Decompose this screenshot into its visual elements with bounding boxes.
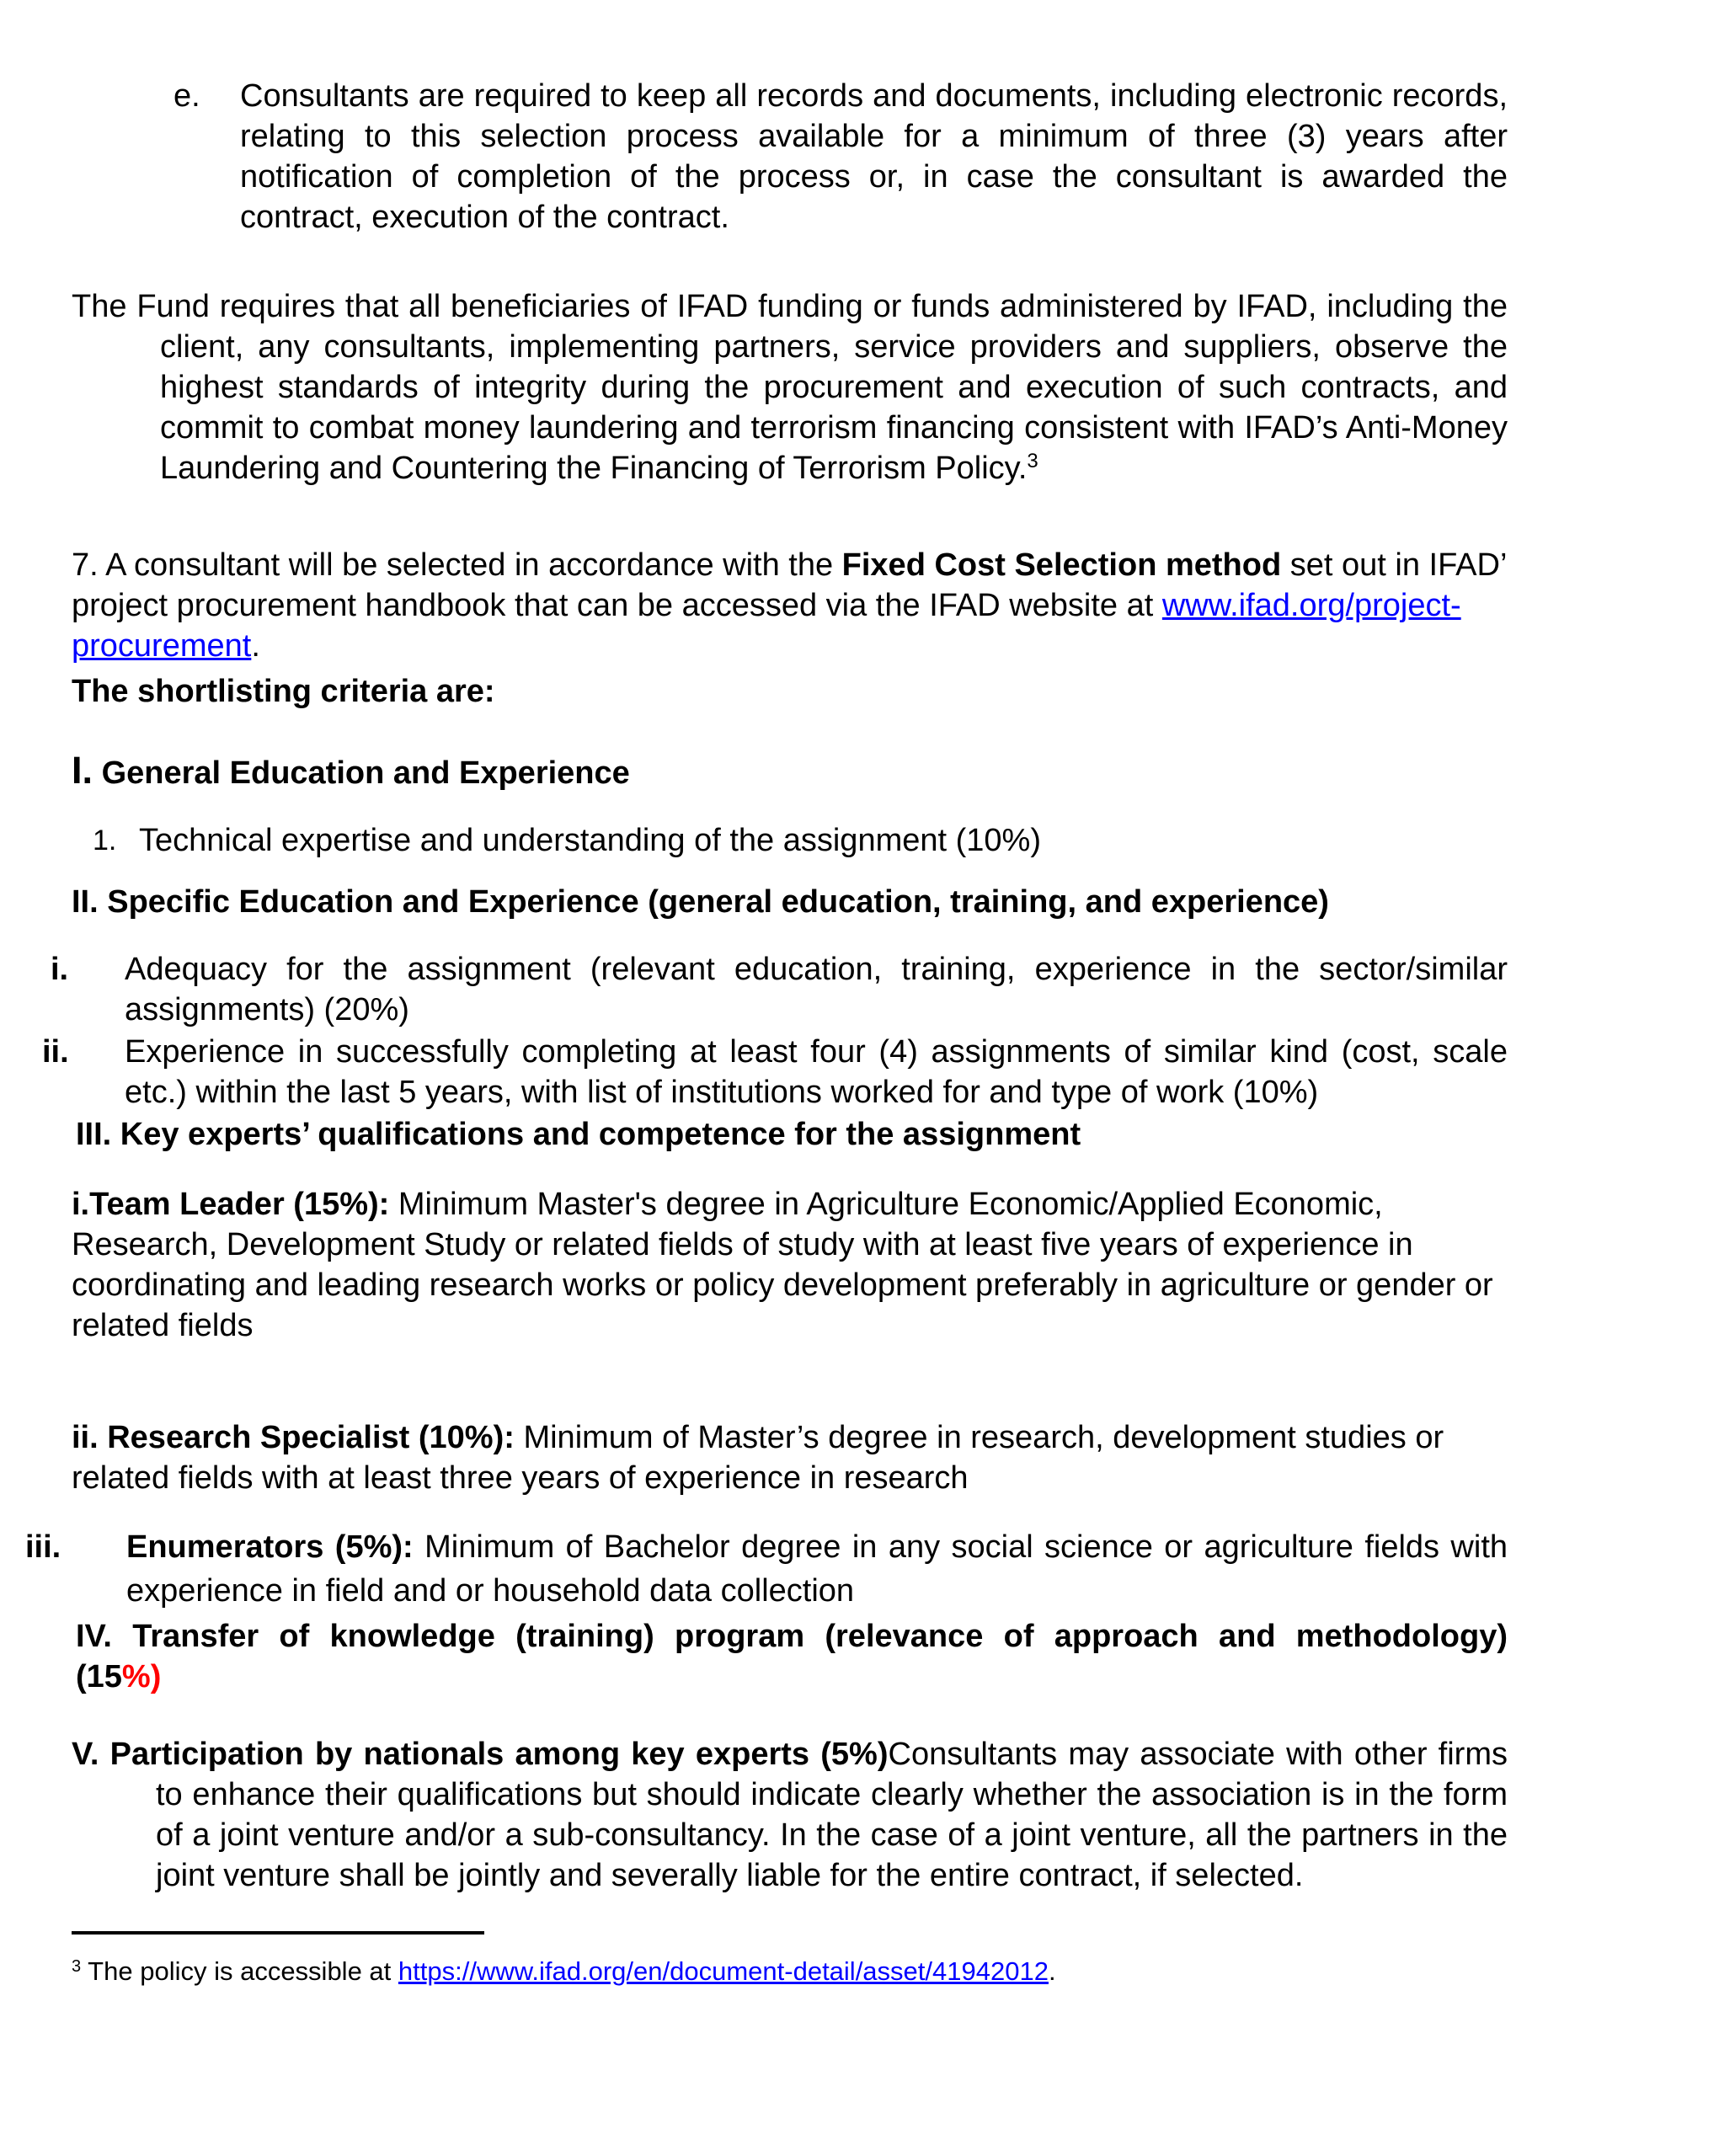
research-specialist-text: Minimum of Master’s degree in research, development studies or related fields with at least three years of experience in research	[72, 1420, 1444, 1496]
list-item-i-text: Adequacy for the assignment (relevant education, training, experience in the sector/similar assignments) (20%)	[125, 952, 1508, 1027]
footnote-ref-marker: 3	[1027, 449, 1038, 472]
paragraph-participation	[72, 1734, 1508, 1896]
shortlisting-heading: The shortlisting criteria are:	[72, 674, 495, 709]
footnote	[72, 1955, 1508, 1992]
footnote-suffix: .	[1048, 1956, 1056, 1986]
paragraph-7	[72, 545, 1508, 666]
enumerators-label: Enumerators (5%):	[126, 1529, 414, 1565]
list-item-ii-text: Experience in successfully completing at least four (4) assignments of similar kind (cost, scale etc.) within the last 5 years, with list of institutions worked for and type of work (10%)	[125, 1034, 1508, 1110]
paragraph-7-prefix: 7. A consultant will be selected in accordance with the	[72, 547, 842, 583]
research-specialist-label: ii. Research Specialist (10%):	[72, 1420, 515, 1455]
list-item-1	[93, 820, 1508, 861]
paragraph-research-specialist	[72, 1417, 1508, 1498]
paragraph-fund	[72, 286, 1508, 493]
section-heading-3: III. Key experts’ qualifications and competence for the assignment	[76, 1117, 1081, 1152]
list-marker-iii: iii.	[25, 1529, 61, 1565]
participation-label: V. Participation by nationals among key experts (5%)	[72, 1737, 889, 1772]
list-marker-e: e.	[174, 78, 200, 114]
enumerators-text: Minimum of Bachelor degree in any social science or agriculture fields with experience in field and or household data collection	[126, 1529, 1508, 1609]
section-heading-1	[72, 749, 1508, 795]
list-marker-1: 1.	[93, 825, 117, 857]
section-heading-2: II. Specific Education and Experience (general education, training, and experience)	[72, 884, 1329, 920]
section-1-numeral: I.	[72, 749, 93, 792]
policy-link[interactable]: https://www.ifad.org/en/document-detail/asset/41942012	[398, 1956, 1049, 1986]
list-item-iii-text	[126, 1525, 1508, 1613]
paragraph-fund-text: The Fund requires that all beneficiaries of IFAD funding or funds administered by IFAD, including the client, any consultants, implementing partners, service providers and suppliers, observe the highest standards of integrity during the procurement and execution of such contracts, and commit to combat money laundering and terrorism financing consistent with IFAD’s Anti-Money Laundering and Countering the Financing of Terrorism Policy.	[72, 289, 1508, 486]
paragraph-7-suffix: .	[251, 628, 260, 664]
footnote-number: 3	[72, 1957, 82, 1976]
section-4-weight-black: (15	[76, 1659, 122, 1694]
participation-text: Consultants may associate with other firms to enhance their qualifications but should indicate clearly whether the association is in the form of a joint venture and/or a sub-consultancy. In the case of a joint venture, all the partners in the joint venture shall be jointly and severally liable for the entire contract, if selected.	[156, 1737, 1508, 1893]
list-item-e	[174, 76, 1508, 237]
team-leader-label: i.Team Leader (15%):	[72, 1187, 390, 1222]
section-heading-4	[76, 1616, 1508, 1697]
procurement-link[interactable]: www.ifad.org/project-procurement	[72, 588, 1461, 664]
section-4-weight-red: %)	[121, 1659, 162, 1694]
section-1-title: General Education and Experience	[93, 755, 630, 791]
footnote-separator	[72, 1931, 484, 1935]
list-item-i	[51, 949, 1508, 1030]
list-item-1-text: Technical expertise and understanding of the assignment (10%)	[139, 823, 1041, 858]
list-item-iii	[25, 1525, 1508, 1613]
list-item-ii	[42, 1032, 1508, 1113]
fixed-cost-selection-bold: Fixed Cost Selection method	[841, 547, 1282, 583]
footnote-text: The policy is accessible at	[81, 1956, 398, 1986]
list-marker-i: i.	[51, 952, 69, 987]
list-marker-ii: ii.	[42, 1034, 69, 1070]
list-item-e-text: Consultants are required to keep all records and documents, including electronic records, relating to this selection process available for a minimum of three (3) years after notification of completion of the process or, in case the consultant is awarded the contract, execution of the contract.	[240, 78, 1508, 235]
paragraph-team-leader	[72, 1184, 1508, 1346]
paragraph-7-middle: set out in IFAD’ project procurement handbook that can be accessed via the IFAD website at	[72, 547, 1507, 623]
section-4-line2	[76, 1657, 1508, 1697]
team-leader-text: Minimum Master's degree in Agriculture Economic/Applied Economic, Research, Development Study or related fields of study with at least five years of experience in coordinating and leading research works or policy development preferably in agriculture or gender or related fields	[72, 1187, 1493, 1343]
section-4-line1: IV. Transfer of knowledge (training) program (relevance of approach and methodology)	[76, 1619, 1508, 1654]
